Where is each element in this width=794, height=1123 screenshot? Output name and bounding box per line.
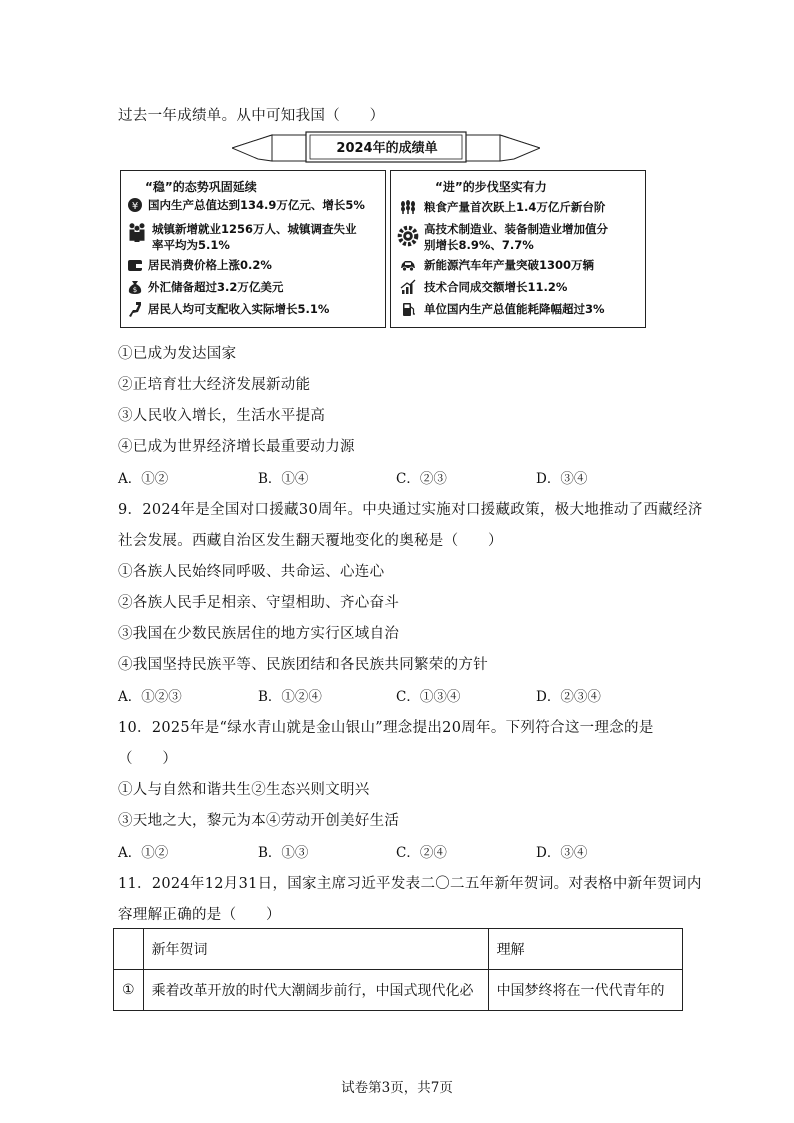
stable-item-text: 国内生产总值达到134.9万亿元、增长5%: [148, 198, 365, 212]
progress-item-text: 粮食产量首次跃上1.4万亿斤新台阶: [424, 200, 606, 214]
q9-option-c[interactable]: C．①③④: [396, 689, 461, 705]
q9-stem-line-1: 9．2024年是全国对口援藏30周年。中央通过实施对口援藏政策，极大地推动了西藏经济: [118, 502, 703, 518]
progress-item: [397, 257, 641, 273]
progress-item-text: 技术合同成交额增长11.2%: [424, 280, 568, 294]
q9-stem-line-2: 社会发展。西藏自治区发生翻天覆地变化的奥秘是（ ）: [118, 533, 503, 549]
q11-stem-line-1: 11．2024年12月31日，国家主席习近平发表二〇二五年新年贺词。对表格中新年贺词内: [118, 876, 702, 892]
progress-item-text: 新能源汽车年产量突破1300万辆: [424, 258, 595, 272]
q9-option-d[interactable]: D．②③④: [536, 689, 601, 705]
progress-panel: [390, 170, 646, 328]
stable-item-text: 城镇新增就业1256万人、城镇调查失业 率平均为5.1%: [152, 222, 357, 252]
svg-text:¥: ¥: [131, 201, 139, 212]
q10-stem-line-1: 10．2025年是“绿水青山就是金山银山”理念提出20周年。下列符合这一理念的是: [118, 720, 654, 736]
table-row: [114, 970, 683, 1011]
table-header-cell: 新年贺词: [143, 929, 488, 970]
stable-item-text: 居民消费价格上涨0.2%: [148, 258, 272, 272]
q11-table: [113, 928, 683, 1011]
table-cell: 乘着改革开放的时代大潮阔步前行，中国式现代化必: [143, 970, 488, 1011]
stable-panel-heading: “稳”的态势巩固延续: [145, 180, 257, 194]
people-icon: [127, 221, 147, 243]
table-header-cell: 理解: [488, 929, 682, 970]
grain-icon: [397, 199, 419, 215]
stable-item-text: 外汇储备超过3.2万亿美元: [148, 280, 284, 294]
growth-chart-icon: [397, 279, 419, 295]
money-bag-icon: [127, 279, 143, 295]
progress-item: [397, 301, 641, 317]
q10-stem-line-2: （ ）: [118, 751, 178, 767]
car-icon: [397, 257, 419, 273]
q8-statement-2: ②正培育壮大经济发展新动能: [118, 377, 311, 393]
progress-item: [397, 221, 641, 253]
page-footer: 试卷第3页，共7页: [341, 1080, 453, 1096]
q8-option-b[interactable]: B．①④: [258, 471, 309, 487]
progress-panel-heading: “进”的步伐坚实有力: [435, 180, 547, 194]
q10-option-b[interactable]: B．①③: [258, 845, 309, 861]
gear-icon: [397, 225, 419, 247]
stable-item: [127, 257, 381, 273]
stable-item: [127, 221, 381, 253]
q8-option-d[interactable]: D．③④: [536, 471, 588, 487]
q8-statement-3: ③人民收入增长，生活水平提高: [118, 408, 326, 424]
q9-option-b[interactable]: B．①②④: [258, 689, 322, 705]
q10-option-d[interactable]: D．③④: [536, 845, 588, 861]
progress-item-text: 高技术制造业、装备制造业增加值分 别增长8.9%、7.7%: [424, 222, 608, 252]
progress-item: [397, 279, 641, 295]
banner-title: 2024年的成绩单: [336, 141, 438, 156]
stable-panel: [120, 170, 386, 328]
stable-item: [127, 301, 381, 317]
fuel-pump-icon: [397, 301, 419, 317]
q9-statement-4: ④我国坚持民族平等、民族团结和各民族共同繁荣的方针: [118, 657, 488, 673]
q9-option-a[interactable]: A．①②③: [118, 689, 182, 705]
q9-statement-2: ②各族人民手足相亲、守望相助、齐心奋斗: [118, 595, 400, 611]
q10-option-a[interactable]: A．①②: [118, 845, 169, 861]
hand-money-icon: [127, 301, 143, 317]
stable-item-text: 居民人均可支配收入实际增长5.1%: [148, 302, 330, 316]
q8-option-c[interactable]: C．②③: [396, 471, 447, 487]
table-cell: 中国梦终将在一代代青年的: [488, 970, 682, 1011]
q10-statement-1: ①人与自然和谐共生②生态兴则文明兴: [118, 782, 370, 798]
q10-statement-2: ③天地之大，黎元为本④劳动开创美好生活: [118, 813, 400, 829]
stable-item: [127, 197, 381, 213]
table-cell: ①: [114, 970, 144, 1011]
report-banner: [232, 131, 540, 165]
q10-option-c[interactable]: C．②④: [396, 845, 447, 861]
coin-icon: [127, 197, 143, 213]
wallet-icon: [127, 257, 143, 273]
table-header-cell: [114, 929, 144, 970]
q8-option-a[interactable]: A．①②: [118, 471, 169, 487]
q11-stem-line-2: 容理解正确的是（ ）: [118, 907, 281, 923]
stable-item: [127, 279, 381, 295]
q9-statement-1: ①各族人民始终同呼吸、共命运、心连心: [118, 564, 385, 580]
progress-item-text: 单位国内生产总值能耗降幅超过3%: [424, 302, 605, 316]
q8-intro: 过去一年成绩单。从中可知我国（ ）: [118, 108, 385, 124]
q8-statement-4: ④已成为世界经济增长最重要动力源: [118, 439, 355, 455]
svg-text:$: $: [132, 286, 138, 294]
q8-statement-1: ①已成为发达国家: [118, 346, 237, 362]
q9-statement-3: ③我国在少数民族居住的地方实行区域自治: [118, 626, 400, 642]
table-header-row: [114, 929, 683, 970]
progress-item: [397, 199, 641, 215]
